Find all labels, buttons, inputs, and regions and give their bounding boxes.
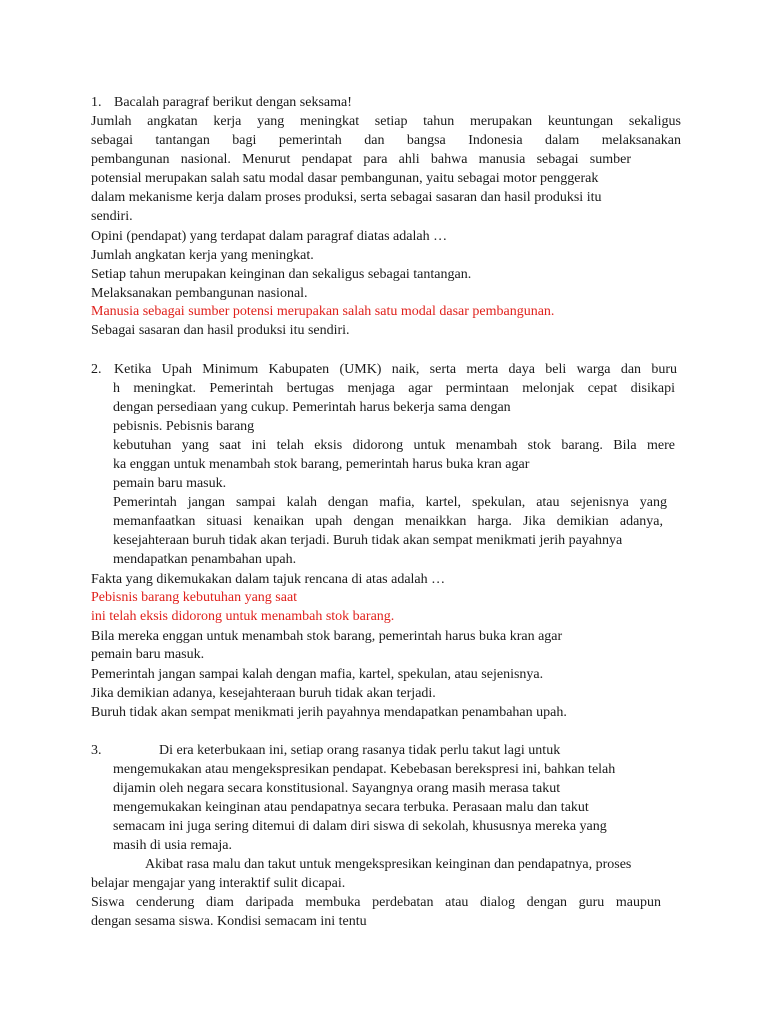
- q2-paragraph-line: h meningkat. Pemerintah bertugas menjaga agar permintaan melonjak cepat disikapi: [113, 381, 675, 396]
- q2-paragraph-line: pemain baru masuk.: [113, 476, 227, 491]
- q2-option: Buruh tidak akan sempat menikmati jerih payahnya mendapatkan penambahan upah.: [91, 705, 567, 720]
- q1-option: Sebagai sasaran dan hasil produksi itu sendiri.: [91, 323, 350, 338]
- q2-paragraph-line: ka enggan untuk menambah stok barang, pemerintah harus buka kran agar: [113, 457, 530, 472]
- q1-option-answer: Manusia sebagai sumber potensi merupakan salah satu modal dasar pembangunan.: [91, 304, 555, 319]
- q3-paragraph-line: semacam ini juga sering ditemui di dalam diri siswa di sekolah, khususnya mereka yang: [113, 819, 607, 834]
- q3-paragraph-line: dijamin oleh negara secara konstitusional. Sayangnya orang masih merasa takut: [113, 781, 561, 796]
- q2-paragraph-line: kesejahteraan buruh tidak akan terjadi. Buruh tidak akan sempat menikmati jerih payahnya: [113, 533, 623, 548]
- q1-option: Melaksanakan pembangunan nasional.: [91, 286, 308, 301]
- q2-paragraph-line: Pemerintah jangan sampai kalah dengan mafia, kartel, spekulan, atau sejenisnya yang: [113, 495, 667, 510]
- q1-paragraph-line: sendiri.: [91, 209, 133, 224]
- q2-option: Jika demikian adanya, kesejahteraan buruh tidak akan terjadi.: [91, 686, 436, 701]
- q1-instruction: Bacalah paragraf berikut dengan seksama!: [114, 95, 352, 110]
- q1-paragraph-line: sebagai tantangan bagi pemerintah dan bangsa Indonesia dalam melaksanakan: [91, 133, 681, 148]
- q1-option: Setiap tahun merupakan keinginan dan sekaligus sebagai tantangan.: [91, 267, 472, 282]
- q2-paragraph-line: Ketika Upah Minimum Kabupaten (UMK) naik, serta merta daya beli warga dan buru: [114, 362, 677, 377]
- q3-paragraph-line: Siswa cenderung diam daripada membuka perdebatan atau dialog dengan guru maupun: [91, 895, 661, 910]
- q1-question: Opini (pendapat) yang terdapat dalam paragraf diatas adalah …: [91, 229, 448, 244]
- q3-number: 3.: [91, 743, 102, 758]
- q2-option-answer: ini telah eksis didorong untuk menambah stok barang.: [91, 609, 395, 624]
- q2-option: Bila mereka enggan untuk menambah stok barang, pemerintah harus buka kran agar: [91, 629, 563, 644]
- q2-paragraph-line: dengan persediaan yang cukup. Pemerintah harus bekerja sama dengan: [113, 400, 511, 415]
- q3-paragraph-line: belajar mengajar yang interaktif sulit dicapai.: [91, 876, 346, 891]
- q3-paragraph-line: mengemukakan atau mengekspresikan pendapat. Kebebasan berekspresi ini, bahkan telah: [113, 762, 616, 777]
- q2-option-answer: Pebisnis barang kebutuhan yang saat: [91, 590, 298, 605]
- q3-paragraph-line: mengemukakan keinginan atau pendapatnya secara terbuka. Perasaan malu dan takut: [113, 800, 589, 815]
- q2-paragraph-line: kebutuhan yang saat ini telah eksis didorong untuk menambah stok barang. Bila mere: [113, 438, 675, 453]
- q1-option: Jumlah angkatan kerja yang meningkat.: [91, 248, 314, 263]
- q2-paragraph-line: mendapatkan penambahan upah.: [113, 552, 297, 567]
- q3-paragraph-line: dengan sesama siswa. Kondisi semacam ini tentu: [91, 914, 367, 929]
- q3-paragraph-line: Akibat rasa malu dan takut untuk mengekspresikan keinginan dan pendapatnya, proses: [145, 857, 632, 872]
- q3-paragraph-line: masih di usia remaja.: [113, 838, 232, 853]
- q2-question: Fakta yang dikemukakan dalam tajuk rencana di atas adalah …: [91, 572, 446, 587]
- q3-paragraph-line: Di era keterbukaan ini, setiap orang rasanya tidak perlu takut lagi untuk: [159, 743, 561, 758]
- q1-paragraph-line: potensial merupakan salah satu modal dasar pembangunan, yaitu sebagai motor penggerak: [91, 171, 599, 186]
- q2-option: Pemerintah jangan sampai kalah dengan mafia, kartel, spekulan, atau sejenisnya.: [91, 667, 544, 682]
- q1-paragraph-line: dalam mekanisme kerja dalam proses produksi, serta sebagai sasaran dan hasil produksi itu: [91, 190, 602, 205]
- q1-paragraph-line: Jumlah angkatan kerja yang meningkat setiap tahun merupakan keuntungan sekaligus: [91, 114, 681, 129]
- q1-number: 1.: [91, 95, 102, 110]
- q2-paragraph-line: pebisnis. Pebisnis barang: [113, 419, 255, 434]
- q2-paragraph-line: memanfaatkan situasi kenaikan upah dengan menaikkan harga. Jika demikian adanya,: [113, 514, 663, 529]
- q2-option: pemain baru masuk.: [91, 647, 205, 662]
- q2-number: 2.: [91, 362, 102, 377]
- q1-paragraph-line: pembangunan nasional. Menurut pendapat para ahli bahwa manusia sebagai sumber: [91, 152, 631, 167]
